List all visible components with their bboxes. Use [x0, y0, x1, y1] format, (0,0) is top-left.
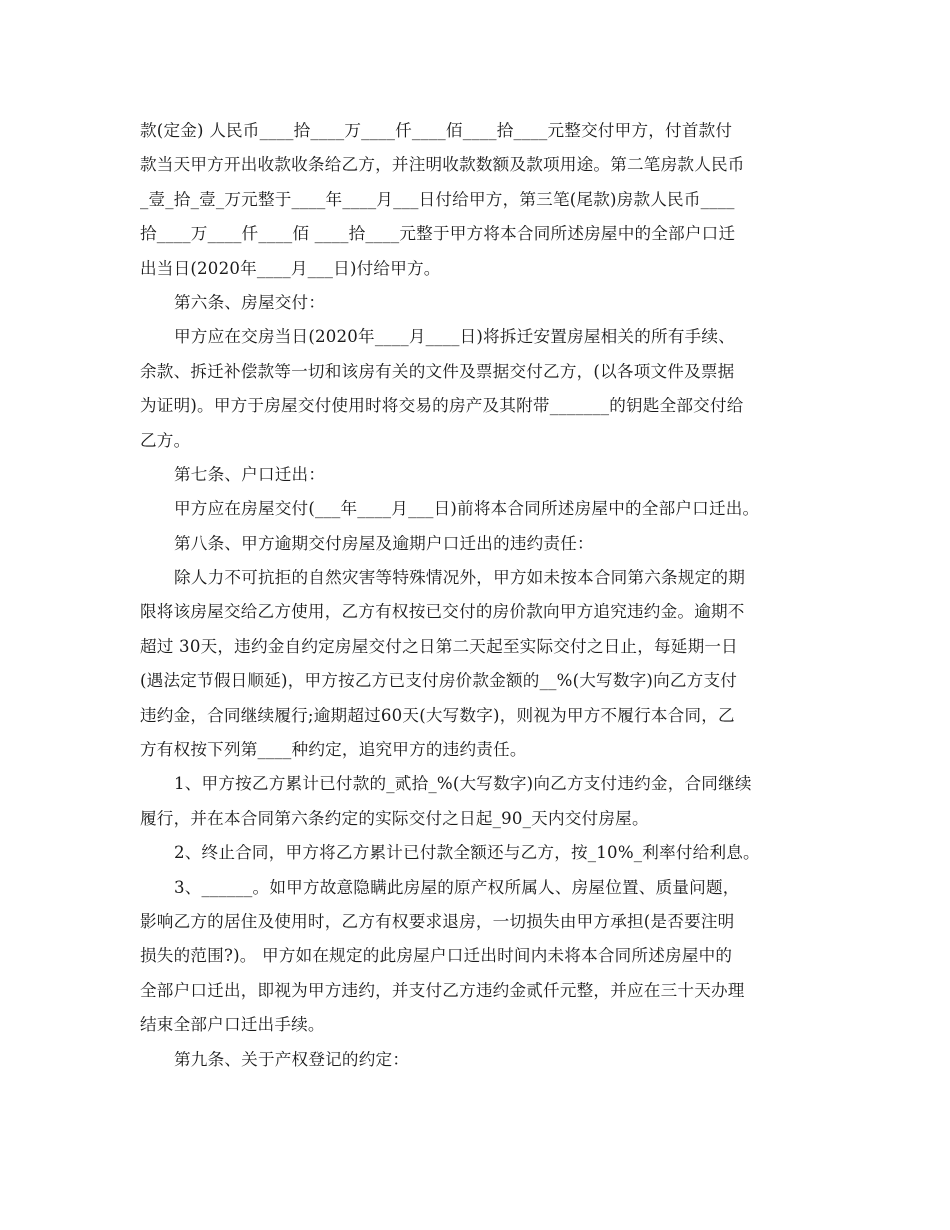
document-line: 为证明)。甲方于房屋交付使用时将交易的房产及其附带_______的钥匙全部交付给 [140, 396, 744, 416]
document-line: 第七条、户口迁出： [174, 464, 326, 484]
document-line: 拾____万____仟____佰 ____拾____元整于甲方将本合同所述房屋中的全部户口迁 [140, 224, 736, 244]
document-line: 款当天甲方开出收款收条给乙方，并注明收款数额及款项用途。第二笔房款人民币 [140, 155, 745, 175]
document-line: 款(定金) 人民币____拾____万____仟____佰____拾____元整交付甲方，付首款付 [140, 121, 733, 140]
document-line: 方有权按下列第____种约定，追究甲方的违约责任。 [140, 740, 527, 760]
document-line: 甲方应在交房当日(2020年____月____日)将拆迁安置房屋相关的所有手续、 [174, 327, 735, 347]
document-line: 1、甲方按乙方累计已付款的_贰拾_%(大写数字)向乙方支付违约金，合同继续 [174, 774, 752, 794]
document-line: 限将该房屋交给乙方使用，乙方有权按已交付的房价款向甲方追究违约金。逾期不 [140, 602, 745, 622]
document-line: 乙方。 [140, 430, 191, 450]
document-line: 第六条、房屋交付： [174, 292, 326, 312]
document-line: _壹_拾_壹_万元整于____年____月___日付给甲方，第三笔(尾款)房款人民币____ [140, 189, 735, 209]
document-line: 全部户口迁出，即视为甲方违约，并支付乙方违约金贰仟元整，并应在三十天办理 [140, 980, 745, 1000]
document-line: 超过 30天，违约金自约定房屋交付之日第二天起至实际交付之日止，每延期一日 [140, 636, 738, 656]
document-line: 损失的范围?)。 甲方如在规定的此房屋户口迁出时间内未将本合同所述房屋中的 [140, 946, 733, 966]
document-line: 出当日(2020年____月___日)付给甲方。 [140, 258, 441, 278]
document-line: 履行，并在本合同第六条约定的实际交付之日起_90_天内交付房屋。 [140, 808, 649, 828]
document-line: (遇法定节假日顺延)，甲方按乙方已支付房价款金额的__%(大写数字)向乙方支付 [140, 671, 738, 691]
document-line: 3、______。如甲方故意隐瞒此房屋的原产权所属人、房屋位置、质量问题， [174, 877, 740, 897]
document-line: 结束全部户口迁出手续。 [140, 1015, 325, 1035]
document-line: 2、终止合同，甲方将乙方累计已付款全额还与乙方，按_10%_利率付给利息。 [174, 843, 760, 863]
document-line: 余款、拆迁补偿款等一切和该房有关的文件及票据交付乙方，(以各项文件及票据 [140, 361, 735, 381]
document-line: 违约金，合同继续履行;逾期超过60天(大写数字)，则视为甲方不履行本合同，乙 [140, 705, 735, 725]
document-line: 第八条、甲方逾期交付房屋及逾期户口迁出的违约责任： [174, 533, 594, 553]
document-line: 影响乙方的居住及使用时，乙方有权要求退房，一切损失由甲方承担(是否要注明 [140, 911, 735, 931]
document-line: 第九条、关于产权登记的约定： [174, 1049, 410, 1069]
document-body [140, 114, 820, 1077]
document-line: 除人力不可抗拒的自然灾害等特殊情况外，甲方如未按本合同第六条规定的期 [174, 568, 745, 588]
document-line: 甲方应在房屋交付(___年____月___日)前将本合同所述房屋中的全部户口迁出。 [174, 499, 760, 519]
